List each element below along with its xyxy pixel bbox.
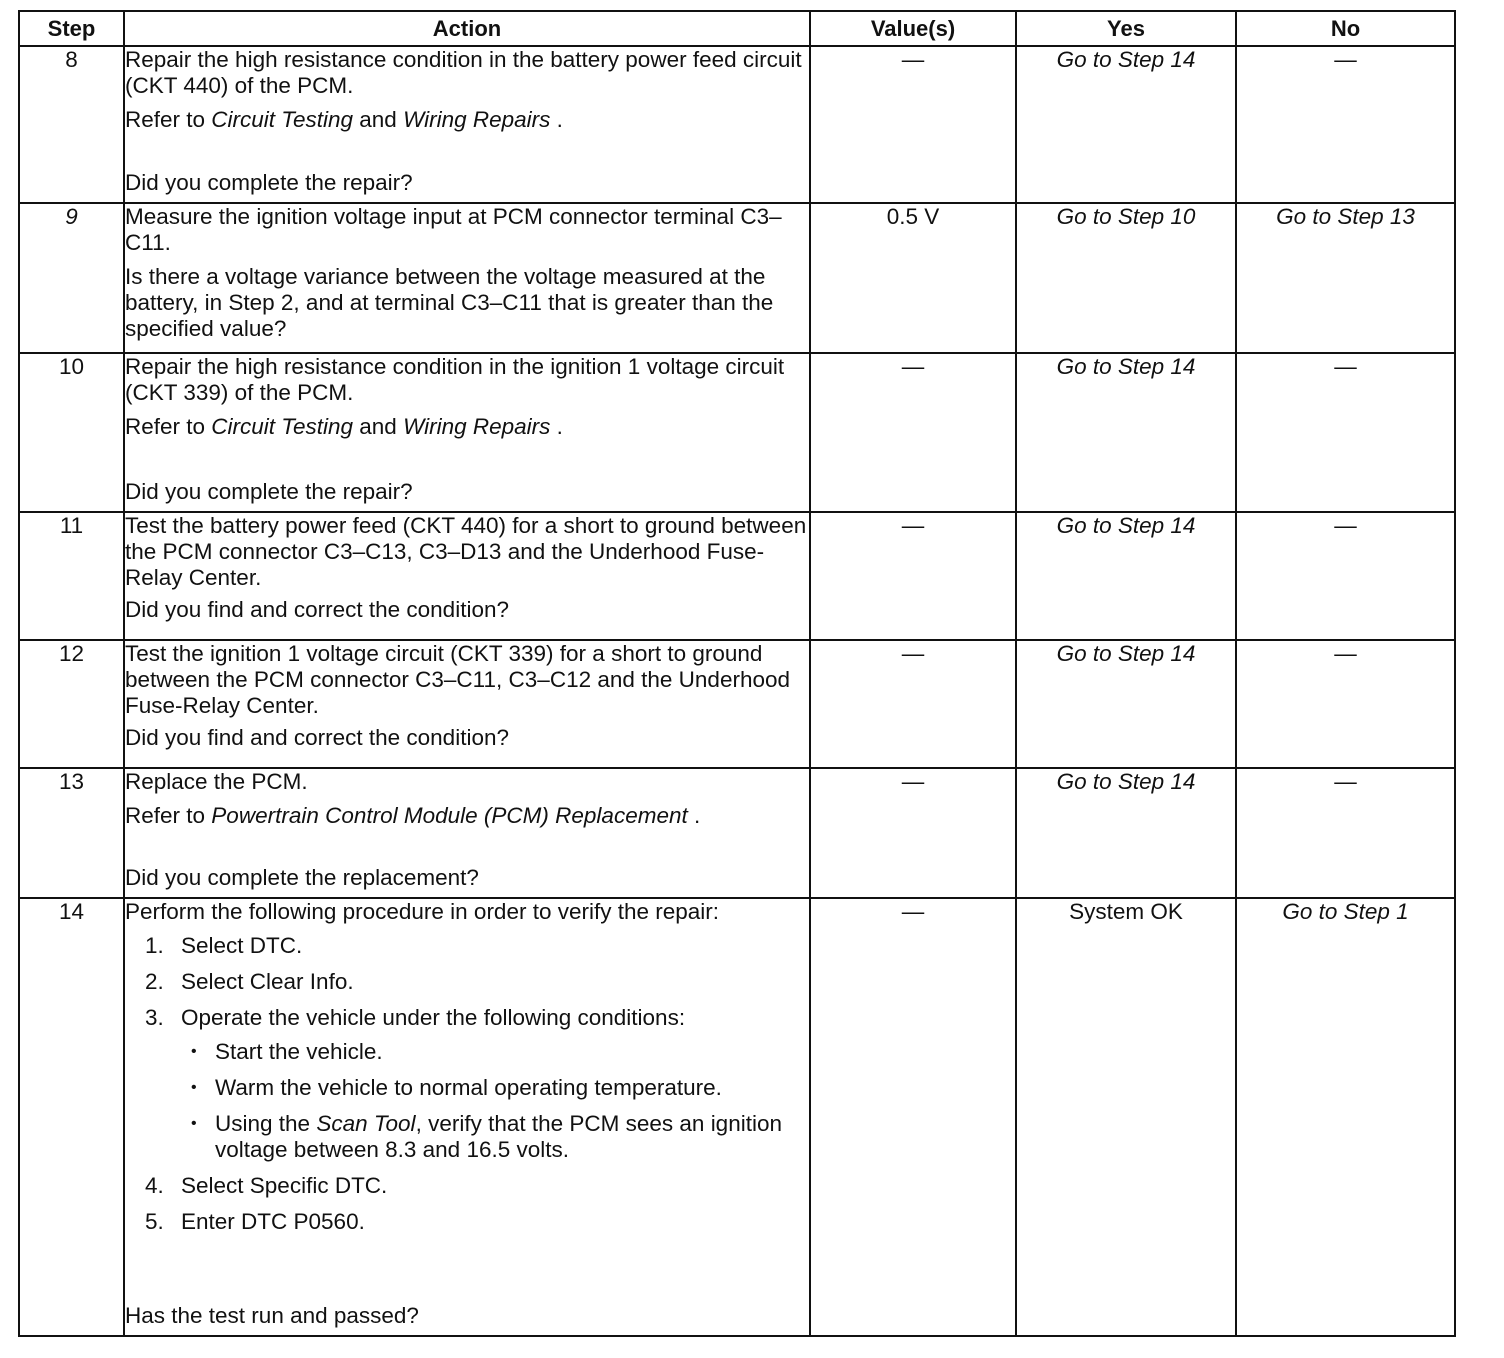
table-row-step-14 [19,898,1455,1336]
value-cell: — [810,898,1016,1336]
procedure-item: 3. Operate the vehicle under the following conditions: • Start the vehicle. • Warm the vehicle to normal operating temperature. • Using the Scan Tool, verify that the PCM sees an ignition voltage between 8.3 and 16.5 volts. [145,1005,809,1163]
procedure-item: 4. Select Specific DTC. [145,1173,388,1198]
step-number: 10 [19,353,124,512]
diagnostic-table [18,10,1456,1337]
header-action: Action [124,11,810,46]
action-question: Is there a voltage variance between the voltage measured at the battery, in Step 2, and at terminal C3–C11 that is greater than the specified value? [125,264,774,341]
no-result: — [1236,512,1455,640]
bullet-icon: • [191,1115,197,1132]
action-text: Test the ignition 1 voltage circuit (CKT 339) for a short to ground between the PCM connector C3–C11, C3–C12 and the Underhood Fuse-Relay Center. [125,641,791,718]
value-cell: — [810,640,1016,768]
reference-link: Wiring Repairs [403,107,551,132]
bullet-item: • Using the Scan Tool, verify that the PCM sees an ignition voltage between 8.3 and 16.5 volts. [191,1111,782,1162]
action-question: Did you find and correct the condition? [125,597,509,622]
table-row-step-8 [19,46,1455,203]
action-text: Replace the PCM. [125,769,308,794]
header-values: Value(s) [810,11,1016,46]
yes-result: Go to Step 14 [1016,768,1236,898]
step-number: 9 [19,203,124,353]
action-reference: Refer to Circuit Testing and Wiring Repairs . [125,107,563,132]
action-question: Did you complete the repair? [125,479,413,504]
action-text: Perform the following procedure in order to verify the repair: [125,899,720,924]
header-row [19,11,1455,46]
step-number: 8 [19,46,124,203]
action-cell [124,512,810,640]
value-cell: — [810,46,1016,203]
action-question: Did you complete the repair? [125,170,413,195]
action-question: Did you find and correct the condition? [125,725,509,750]
action-reference: Refer to Powertrain Control Module (PCM) Replacement . [125,803,701,828]
yes-result: Go to Step 14 [1016,353,1236,512]
action-cell [124,640,810,768]
action-question: Did you complete the replacement? [125,865,479,890]
condition-bullets [181,1039,809,1163]
header-no: No [1236,11,1455,46]
reference-link: Wiring Repairs [403,414,551,439]
procedure-item: 2. Select Clear Info. [145,969,354,994]
bullet-icon: • [191,1043,197,1060]
header-yes: Yes [1016,11,1236,46]
no-result: — [1236,768,1455,898]
scan-tool-reference: Scan Tool [316,1111,416,1136]
step-number: 13 [19,768,124,898]
table-row-step-13 [19,768,1455,898]
no-result: Go to Step 13 [1236,203,1455,353]
value-cell: 0.5 V [810,203,1016,353]
action-cell [124,203,810,353]
action-text: Measure the ignition voltage input at PCM connector terminal C3–C11. [125,204,782,255]
yes-result: Go to Step 14 [1016,46,1236,203]
value-cell: — [810,768,1016,898]
yes-result: System OK [1016,898,1236,1336]
procedure-list [125,933,809,1235]
bullet-icon: • [191,1079,197,1096]
action-cell [124,46,810,203]
no-result: Go to Step 1 [1236,898,1455,1336]
value-cell: — [810,353,1016,512]
reference-link: Circuit Testing [211,107,354,132]
yes-result: Go to Step 14 [1016,640,1236,768]
step-number: 11 [19,512,124,640]
no-result: — [1236,640,1455,768]
step-number: 14 [19,898,124,1336]
procedure-item: 1. Select DTC. [145,933,303,958]
table-row-step-9 [19,203,1455,353]
reference-link: Circuit Testing [211,414,354,439]
action-text: Repair the high resistance condition in the battery power feed circuit (CKT 440) of the PCM. [125,47,802,98]
table-row-step-11 [19,512,1455,640]
action-question: Has the test run and passed? [125,1303,419,1328]
action-text: Repair the high resistance condition in the ignition 1 voltage circuit (CKT 339) of the PCM. [125,354,785,405]
value-cell: — [810,512,1016,640]
procedure-item: 5. Enter DTC P0560. [145,1209,365,1234]
step-number: 12 [19,640,124,768]
reference-link: Powertrain Control Module (PCM) Replacement [211,803,688,828]
action-reference: Refer to Circuit Testing and Wiring Repairs . [125,414,563,439]
no-result: — [1236,46,1455,203]
yes-result: Go to Step 10 [1016,203,1236,353]
action-text: Test the battery power feed (CKT 440) for a short to ground between the PCM connector C3–C13, C3–D13 and the Underhood Fuse-Relay Center. [125,513,807,590]
table-row-step-12 [19,640,1455,768]
bullet-item: • Warm the vehicle to normal operating temperature. [191,1075,722,1100]
action-cell [124,768,810,898]
no-result: — [1236,353,1455,512]
yes-result: Go to Step 14 [1016,512,1236,640]
table-row-step-10 [19,353,1455,512]
action-cell [124,353,810,512]
bullet-item: • Start the vehicle. [191,1039,383,1064]
header-step: Step [19,11,124,46]
action-cell [124,898,810,1336]
